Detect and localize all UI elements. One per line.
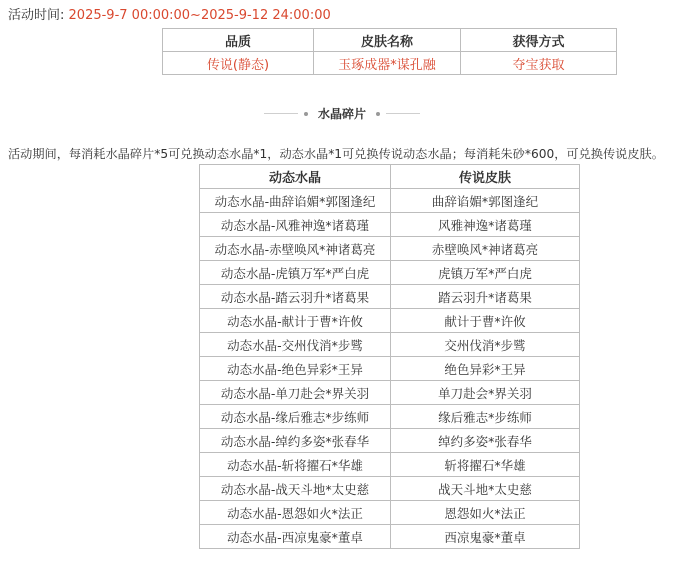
table-row — [200, 213, 580, 237]
table-row — [200, 261, 580, 285]
skin-name-cell: 玉琢成器*谋孔融 — [314, 52, 461, 75]
legend-skin-cell: 交州伐消*步骘 — [391, 333, 580, 357]
dynamic-crystal-cell: 动态水晶-交州伐消*步骘 — [200, 333, 391, 357]
table-row — [200, 453, 580, 477]
table-row — [200, 357, 580, 381]
table-row — [200, 237, 580, 261]
table-row — [163, 52, 617, 75]
crystal-exchange-table — [199, 164, 580, 549]
dynamic-crystal-cell: 动态水晶-绝色异彩*王异 — [200, 357, 391, 381]
table-row — [200, 477, 580, 501]
column-header-legend-skin: 传说皮肤 — [391, 165, 580, 189]
legend-skin-cell: 绰约多姿*张春华 — [391, 429, 580, 453]
dynamic-crystal-cell: 动态水晶-缘后雅志*步练师 — [200, 405, 391, 429]
section-title-crystal — [0, 103, 684, 123]
divider-line-right — [386, 113, 420, 114]
table-row — [200, 285, 580, 309]
table-row — [200, 405, 580, 429]
dynamic-crystal-cell: 动态水晶-恩怨如火*法正 — [200, 501, 391, 525]
table-row — [200, 381, 580, 405]
legend-skin-cell: 踏云羽升*诸葛果 — [391, 285, 580, 309]
table-row — [200, 309, 580, 333]
table-row — [200, 189, 580, 213]
column-header-dynamic-crystal: 动态水晶 — [200, 165, 391, 189]
skin-info-table — [162, 28, 617, 75]
table-row — [200, 333, 580, 357]
divider-line-left — [264, 113, 298, 114]
dynamic-crystal-cell: 动态水晶-踏云羽升*诸葛果 — [200, 285, 391, 309]
legend-skin-cell: 风雅神逸*诸葛瑾 — [391, 213, 580, 237]
legend-skin-cell: 战天斗地*太史慈 — [391, 477, 580, 501]
legend-skin-cell: 赤壁唤风*神诸葛亮 — [391, 237, 580, 261]
table-row — [200, 501, 580, 525]
legend-skin-cell: 恩怨如火*法正 — [391, 501, 580, 525]
dynamic-crystal-cell: 动态水晶-献计于曹*许攸 — [200, 309, 391, 333]
column-header-quality: 品质 — [163, 29, 314, 52]
column-header-acquire-method: 获得方式 — [461, 29, 617, 52]
dynamic-crystal-cell: 动态水晶-单刀赴会*界关羽 — [200, 381, 391, 405]
crystal-table-body — [200, 189, 580, 549]
legend-skin-cell: 西凉鬼豪*董卓 — [391, 525, 580, 549]
event-time-label: 活动时间: — [8, 8, 65, 23]
legend-skin-cell: 虎镇万军*严白虎 — [391, 261, 580, 285]
legend-skin-cell: 献计于曹*许攸 — [391, 309, 580, 333]
dynamic-crystal-cell: 动态水晶-西凉鬼豪*董卓 — [200, 525, 391, 549]
legend-skin-cell: 缘后雅志*步练师 — [391, 405, 580, 429]
dynamic-crystal-cell: 动态水晶-虎镇万军*严白虎 — [200, 261, 391, 285]
dynamic-crystal-cell: 动态水晶-战天斗地*太史慈 — [200, 477, 391, 501]
section-title-text: 水晶碎片 — [317, 106, 366, 121]
crystal-description: 活动期间，每消耗水晶碎片*5可兑换动态水晶*1，动态水晶*1可兑换传说动态水晶；每消耗朱砂*600，可兑换传说皮肤。 — [8, 147, 664, 161]
table-row — [200, 525, 580, 549]
legend-skin-cell: 斩将擢石*华雄 — [391, 453, 580, 477]
table-header-row — [163, 29, 617, 52]
skin-acquire-cell: 夺宝获取 — [461, 52, 617, 75]
dynamic-crystal-cell: 动态水晶-曲辞谄媚*郭图逢纪 — [200, 189, 391, 213]
event-time-value: 2025-9-7 00:00:00~2025-9-12 24:00:00 — [68, 8, 331, 23]
table-header-row — [200, 165, 580, 189]
column-header-skin-name: 皮肤名称 — [314, 29, 461, 52]
skin-quality-cell: 传说(静态) — [163, 52, 314, 75]
dynamic-crystal-cell: 动态水晶-风雅神逸*诸葛瑾 — [200, 213, 391, 237]
dynamic-crystal-cell: 动态水晶-赤壁唤风*神诸葛亮 — [200, 237, 391, 261]
dynamic-crystal-cell: 动态水晶-斩将擢石*华雄 — [200, 453, 391, 477]
table-row — [200, 429, 580, 453]
legend-skin-cell: 绝色异彩*王异 — [391, 357, 580, 381]
divider-dot-right — [376, 112, 380, 116]
event-time-line — [8, 7, 331, 25]
legend-skin-cell: 单刀赴会*界关羽 — [391, 381, 580, 405]
legend-skin-cell: 曲辞谄媚*郭图逢纪 — [391, 189, 580, 213]
dynamic-crystal-cell: 动态水晶-绰约多姿*张春华 — [200, 429, 391, 453]
divider-dot-left — [304, 112, 308, 116]
